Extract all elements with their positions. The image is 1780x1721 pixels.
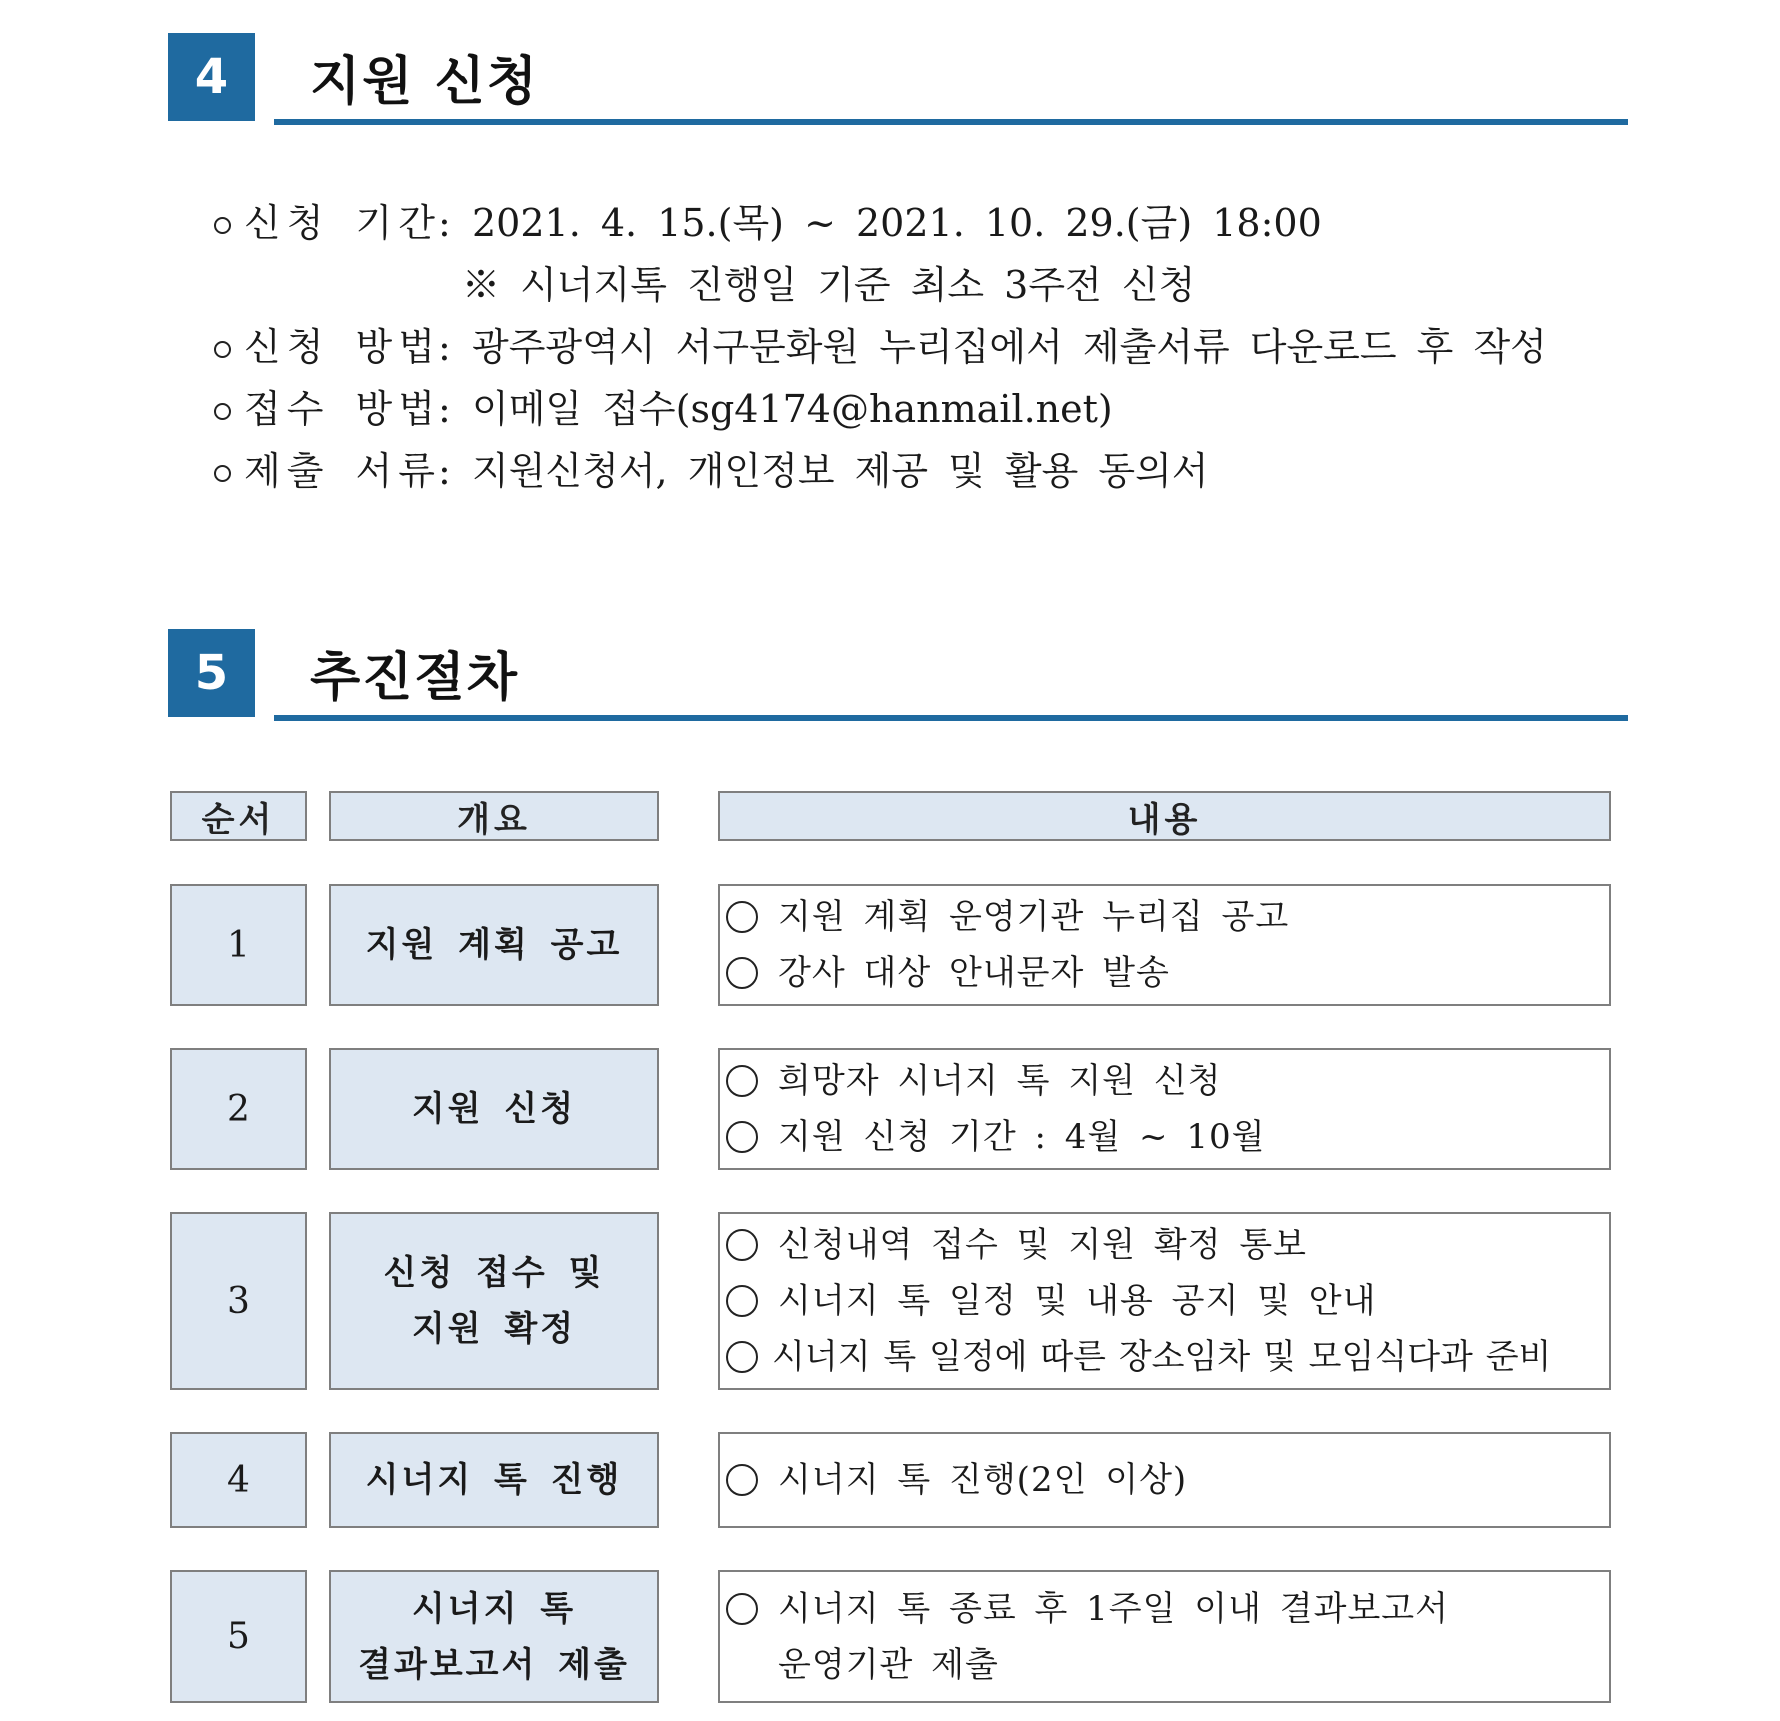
section-divider [274, 119, 1628, 125]
content-text: 신청내역 접수 및 지원 확정 통보 [778, 1225, 1308, 1265]
section-number: 5 [168, 629, 255, 717]
step-title [329, 884, 659, 1006]
step-title-line: 지원 확정 [411, 1309, 577, 1349]
bullet-icon [214, 403, 231, 420]
step-title [329, 1212, 659, 1390]
step-title [329, 1570, 659, 1703]
step-title-line: 시너지 톡 [411, 1588, 577, 1629]
circle-bullet-icon [726, 1121, 758, 1153]
circle-bullet-icon [726, 1065, 758, 1097]
section-title: 추진절차 [310, 648, 519, 708]
info-colon: : [438, 325, 451, 369]
info-colon: : [438, 449, 451, 493]
content-item [726, 1329, 1551, 1385]
content-item [726, 889, 1289, 945]
info-label: 접수 방법 [244, 387, 441, 431]
bullet-icon [214, 217, 231, 234]
step-number: 5 [170, 1570, 307, 1703]
step-number: 2 [170, 1048, 307, 1170]
info-note: ※ 시너지톡 진행일 기준 최소 3주전 신청 [462, 263, 1196, 307]
step-title-line: 지원 계획 공고 [365, 925, 623, 965]
content-text: 강사 대상 안내문자 발송 [778, 953, 1170, 993]
info-label: 신청 방법 [244, 325, 441, 369]
step-number: 1 [170, 884, 307, 1006]
circle-bullet-icon [726, 1593, 758, 1625]
content-item [726, 1452, 1187, 1508]
step-number: 3 [170, 1212, 307, 1390]
step-content [718, 884, 1611, 1006]
step-title-line: 신청 접수 및 [383, 1253, 605, 1293]
content-item [726, 1053, 1265, 1109]
section-5-header [168, 629, 1628, 721]
circle-bullet-icon [726, 1285, 758, 1317]
circle-bullet-icon [726, 1464, 758, 1496]
info-value: 지원신청서, 개인정보 제공 및 활용 동의서 [472, 449, 1209, 493]
circle-bullet-icon [726, 957, 758, 989]
info-colon: : [438, 387, 451, 431]
section-divider [274, 715, 1628, 721]
step-title [329, 1432, 659, 1528]
content-item [726, 1217, 1551, 1273]
circle-bullet-icon [726, 1229, 758, 1261]
content-text: 시너지 톡 일정 및 내용 공지 및 안내 [778, 1281, 1377, 1321]
section-4-header [168, 33, 1628, 125]
info-label: 제출 서류 [244, 449, 441, 493]
content-text: 시너지 톡 진행(2인 이상) [778, 1460, 1188, 1500]
info-value: 광주광역시 서구문화원 누리집에서 제출서류 다운로드 후 작성 [472, 325, 1547, 369]
header-overview: 개요 [329, 791, 659, 841]
step-title-line: 시너지 톡 진행 [365, 1460, 623, 1500]
content-text-continued: 운영기관 제출 [778, 1644, 999, 1685]
step-content [718, 1048, 1611, 1170]
bullet-icon [214, 465, 231, 482]
content-text: 시너지 톡 일정에 따른 장소임차 및 모임식다과 준비 [772, 1337, 1552, 1377]
step-content [718, 1570, 1611, 1703]
content-text: 희망자 시너지 톡 지원 신청 [778, 1061, 1222, 1101]
section-title: 지원 신청 [310, 52, 540, 112]
content-item [726, 1109, 1265, 1165]
section-number: 4 [168, 33, 255, 121]
content-text: 시너지 톡 종료 후 1주일 이내 결과보고서 [778, 1588, 1449, 1629]
header-order: 순서 [170, 791, 307, 841]
step-title [329, 1048, 659, 1170]
step-title-line: 지원 신청 [411, 1089, 577, 1129]
step-title-line: 결과보고서 제출 [358, 1644, 630, 1685]
content-item [726, 1273, 1551, 1329]
content-item [726, 945, 1289, 1001]
content-text: 지원 계획 운영기관 누리집 공고 [778, 897, 1290, 937]
step-content [718, 1212, 1611, 1390]
step-content [718, 1432, 1611, 1528]
circle-bullet-icon [726, 1341, 758, 1373]
content-text: 지원 신청 기간 : 4월 ~ 10월 [778, 1117, 1266, 1157]
content-item [726, 1581, 1449, 1637]
info-value: 2021. 4. 15.(목) ~ 2021. 10. 29.(금) 18:00 [472, 201, 1322, 245]
info-colon: : [438, 201, 451, 245]
info-label: 신청 기간 [244, 201, 441, 245]
circle-bullet-icon [726, 901, 758, 933]
step-number: 4 [170, 1432, 307, 1528]
info-value: 이메일 접수(sg4174@hanmail.net) [472, 387, 1113, 431]
header-content: 내용 [718, 791, 1611, 841]
bullet-icon [214, 341, 231, 358]
